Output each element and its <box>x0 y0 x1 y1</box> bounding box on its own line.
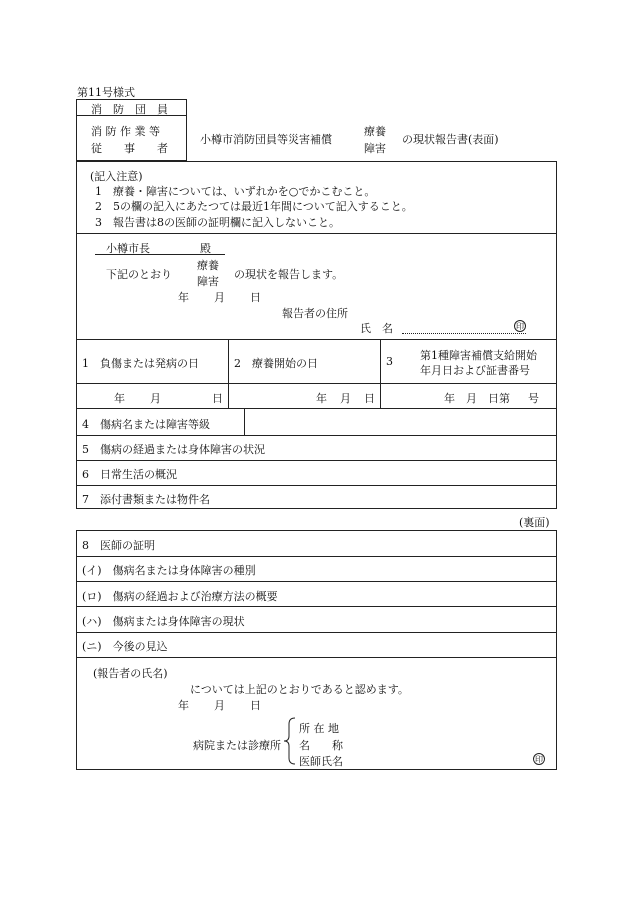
treatment-date-year: 年 <box>316 392 327 405</box>
row-ni-label: (ニ) 今後の見込 <box>82 640 168 653</box>
reporter-name-label: 氏 名 <box>360 322 393 335</box>
addressee-divider <box>76 339 557 340</box>
note-2: 2 5の欄の記入にあたつては最近1年間について記入すること。 <box>95 200 413 213</box>
hospital-label: 病院または診療所 <box>193 739 281 752</box>
form-number: 第11号様式 <box>77 86 135 99</box>
row-i-label: (イ) 傷病名または身体障害の種別 <box>82 564 256 577</box>
report-text: の現状を報告します。 <box>234 268 344 281</box>
dates-row-bottom <box>76 408 557 409</box>
row-ha-label: (ハ) 傷病または身体障害の現状 <box>82 615 245 628</box>
row-ro-bottom <box>76 606 557 607</box>
row-5-bottom <box>76 460 557 461</box>
report-date-month: 月 <box>214 291 225 304</box>
compensation-date-month: 月 <box>466 392 477 405</box>
worker-line2: 従 事 者 <box>91 142 168 155</box>
doctor-name-label: 医師氏名 <box>299 755 343 768</box>
title-tail: の現状報告書(表面) <box>402 133 499 146</box>
reporter-address-label: 報告者の住所 <box>282 307 348 320</box>
treatment-date-day: 日 <box>364 392 375 405</box>
title-option-shogai[interactable]: 障害 <box>364 142 386 155</box>
option-shogai[interactable]: 障害 <box>197 275 219 288</box>
title-option-ryoyo[interactable]: 療養 <box>364 125 386 138</box>
row-4-label: 4 傷病名または障害等級 <box>82 418 210 431</box>
injury-date-header: 1 負傷または発病の日 <box>82 357 199 370</box>
row-ro-label: (ロ) 傷病の経過および治療方法の概要 <box>82 590 278 603</box>
intro-text: 下記のとおり <box>106 268 172 281</box>
certify-text: については上記のとおりであると認めます。 <box>190 683 409 696</box>
reporter-name-heading: (報告者の氏名) <box>93 667 168 680</box>
title-main: 小樽市消防団員等災害補償 <box>200 133 332 146</box>
row-7-label: 7 添付書類または物件名 <box>82 493 210 506</box>
cert-date-year: 年 <box>178 699 189 712</box>
back-side-label: (裏面) <box>519 516 550 529</box>
brace-icon <box>283 716 297 766</box>
row-i-bottom <box>76 581 557 582</box>
dono-label: 殿 <box>200 242 211 255</box>
row-ni-bottom <box>76 657 557 658</box>
dates-header-divider <box>76 383 557 384</box>
compensation-header-line1: 第1種障害補償支給開始 <box>420 349 537 362</box>
report-date-year: 年 <box>178 291 189 304</box>
row-8-label: 8 医師の証明 <box>82 539 155 552</box>
note-1: 1 療養・障害については、いずれかを○でかこむこと。 <box>95 185 376 198</box>
injury-date-year: 年 <box>114 392 125 405</box>
mayor-underline <box>95 254 225 255</box>
danin-label: 消 防 団 員 <box>91 103 168 116</box>
row-6-label: 6 日常生活の概況 <box>82 468 177 481</box>
note-3: 3 報告書は8の医師の証明欄に記入しないこと。 <box>95 216 340 229</box>
dates-col-divider-1 <box>228 339 229 408</box>
row-6-bottom <box>76 485 557 486</box>
row-5-label: 5 傷病の経過または身体障害の状況 <box>82 443 265 456</box>
compensation-number-label: 3 <box>386 355 393 368</box>
cert-date-month: 月 <box>214 699 225 712</box>
notes-divider <box>76 233 557 234</box>
dates-col-divider-2 <box>380 339 381 408</box>
hospital-address-label: 所 在 地 <box>299 722 339 735</box>
treatment-start-header: 2 療養開始の日 <box>234 357 318 370</box>
treatment-date-month: 月 <box>340 392 351 405</box>
compensation-header-line2: 年月日および証書番号 <box>420 364 530 377</box>
report-date-day: 日 <box>250 291 261 304</box>
reporter-name-line[interactable] <box>402 333 526 334</box>
notes-heading: (記入注意) <box>90 170 143 183</box>
row-4-divider <box>244 408 245 435</box>
doctor-seal-icon: 印 <box>535 755 543 764</box>
compensation-date-day-dai: 日第 <box>488 392 510 405</box>
compensation-date-year: 年 <box>444 392 455 405</box>
worker-line1: 消 防 作 業 等 <box>91 125 160 138</box>
cert-date-day: 日 <box>250 699 261 712</box>
reporter-seal-icon: 印 <box>516 322 524 331</box>
hospital-name-label: 名 称 <box>299 739 343 752</box>
row-ha-bottom <box>76 632 557 633</box>
compensation-number-go: 号 <box>528 392 539 405</box>
injury-date-day: 日 <box>212 392 223 405</box>
row-8-bottom <box>76 556 557 557</box>
injury-date-month: 月 <box>150 392 161 405</box>
mayor-label: 小樽市長 <box>106 242 150 255</box>
option-ryoyo[interactable]: 療養 <box>197 259 219 272</box>
row-4-bottom <box>76 435 557 436</box>
